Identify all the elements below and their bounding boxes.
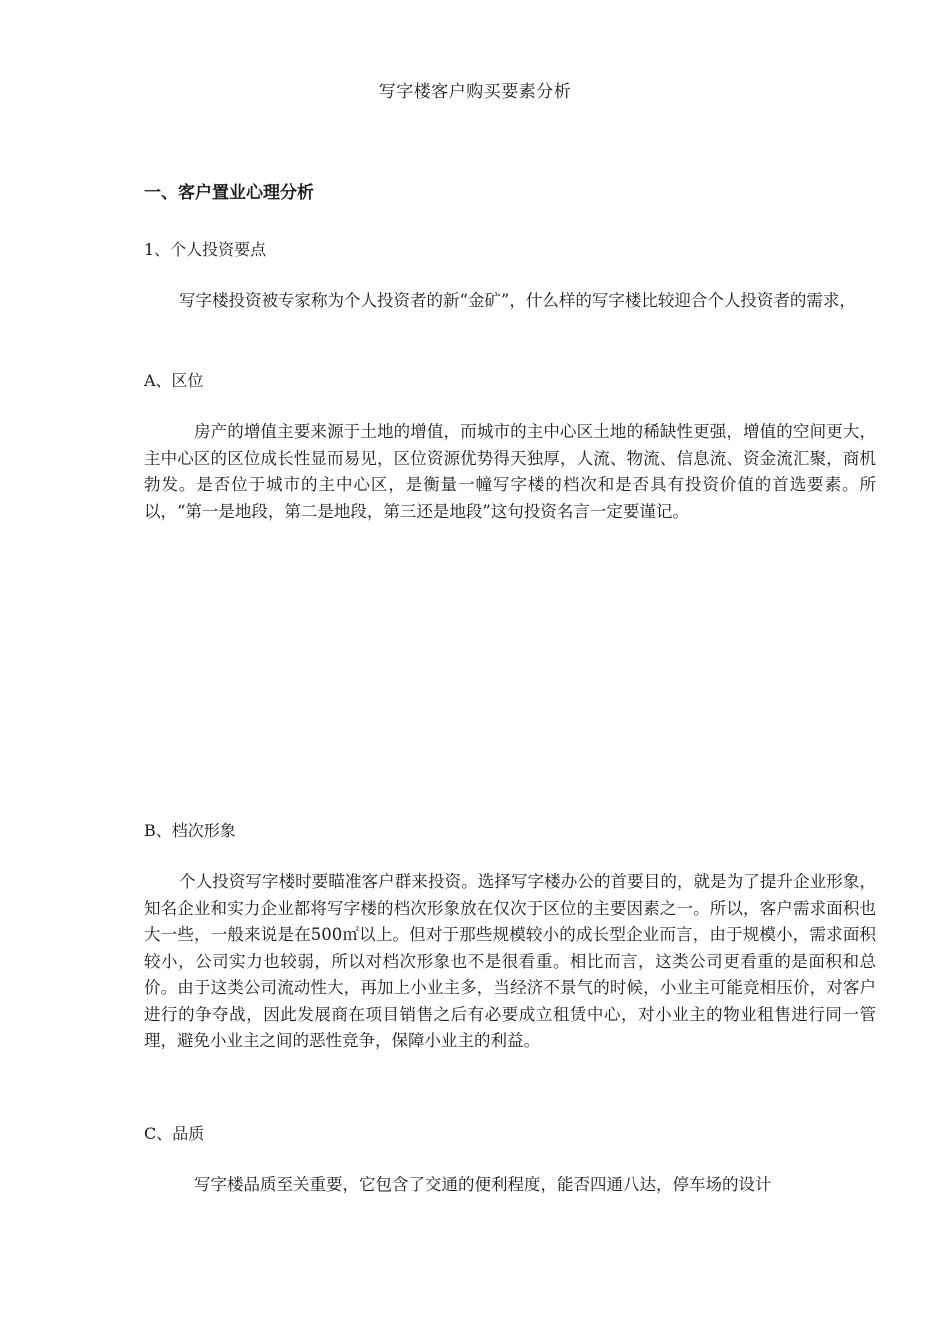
section-heading-customer-psychology: 一、客户置业心理分析 xyxy=(144,183,314,203)
intro-paragraph: 写字楼投资被专家称为个人投资者的新“金矿”，什么样的写字楼比较迎合个人投资者的需求， xyxy=(179,291,856,310)
document-title: 写字楼客户购买要素分析 xyxy=(378,82,572,102)
subsection-label-individual-investment: 1、个人投资要点 xyxy=(144,240,267,259)
location-paragraph: 房产的增值主要来源于土地的增值，而城市的主中心区土地的稀缺性更强，增值的空间更大，主中心区的区位成长性显而易见，区位资源优势得天独厚，人流、物流、信息流、资金流汇聚，商机勃发。是否位于城市的主中心区，是衡量一幢写字楼的档次和是否具有投资价值的首选要素。所以，“第一是地段，第二是地段，第三还是地段”这句投资名言一定要谨记。 xyxy=(144,422,876,521)
quality-paragraph: 写字楼品质至关重要，它包含了交通的便利程度，能否四通八达，停车场的设计 xyxy=(194,1175,772,1194)
item-label-grade-image: B、档次形象 xyxy=(144,821,236,840)
item-label-quality: C、品质 xyxy=(144,1124,205,1143)
grade-image-paragraph: 个人投资写字楼时要瞄准客户群来投资。选择写字楼办公的首要目的，就是为了提升企业形象，知名企业和实力企业都将写字楼的档次形象放在仅次于区位的主要因素之一。所以，客户需求面积也大一些，一般来说是在500㎡以上。但对于那些规模较小的成长型企业而言，由于规模小，需求面积较小，公司实力也较弱，所以对档次形象也不是很看重。相比而言，这类公司更看重的是面积和总价。由于这类公司流动性大，再加上小业主多，当经济不景气的时候，小业主可能竞相压价，对客户进行的争夺战，因此发展商在项目销售之后有必要成立租赁中心，对小业主的物业租售进行同一管理，避免小业主之间的恶性竞争，保障小业主的利益。 xyxy=(144,872,876,1050)
item-label-location: A、区位 xyxy=(144,371,204,390)
